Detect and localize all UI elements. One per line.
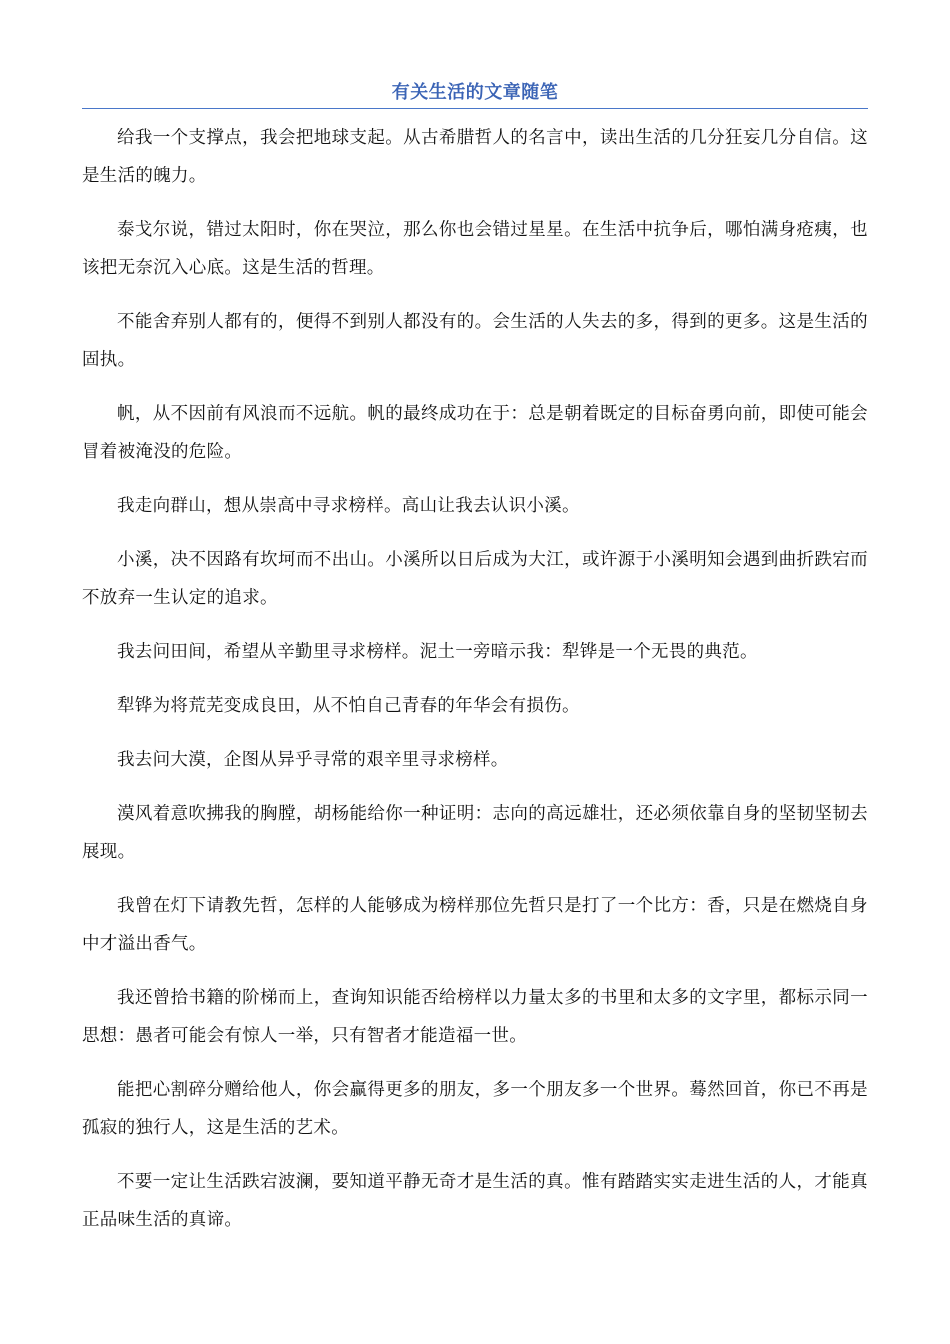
paragraph: 我还曾拾书籍的阶梯而上，查询知识能否给榜样以力量太多的书里和太多的文字里，都标示同一思想：愚者可能会有惊人一举，只有智者才能造福一世。 (82, 988, 868, 1046)
paragraph: 不要一定让生活跌宕波澜，要知道平静无奇才是生活的真。惟有踏踏实实走进生活的人，才能真正品味生活的真谛。 (82, 1172, 868, 1230)
document-page (82, 78, 868, 1255)
paragraph: 犁铧为将荒芜变成良田，从不怕自己青春的年华会有损伤。 (117, 696, 580, 716)
paragraph: 我曾在灯下请教先哲，怎样的人能够成为榜样那位先哲只是打了一个比方：香，只是在燃烧自身中才溢出香气。 (82, 896, 868, 954)
document-title: 有关生活的文章随笔 (391, 82, 559, 103)
title-underline (82, 108, 868, 109)
paragraph: 我去问大漠，企图从异乎寻常的艰辛里寻求榜样。 (117, 750, 509, 770)
paragraph: 能把心割碎分赠给他人，你会赢得更多的朋友，多一个朋友多一个世界。蓦然回首，你已不再是孤寂的独行人，这是生活的艺术。 (82, 1080, 868, 1138)
paragraph: 给我一个支撑点，我会把地球支起。从古希腊哲人的名言中，读出生活的几分狂妄几分自信。这是生活的魄力。 (82, 128, 868, 186)
paragraph: 不能舍弃别人都有的，便得不到别人都没有的。会生活的人失去的多，得到的更多。这是生活的固执。 (82, 312, 868, 370)
paragraph: 泰戈尔说，错过太阳时，你在哭泣，那么你也会错过星星。在生活中抗争后，哪怕满身疮痍，也该把无奈沉入心底。这是生活的哲理。 (82, 220, 868, 278)
paragraph: 帆，从不因前有风浪而不远航。帆的最终成功在于：总是朝着既定的目标奋勇向前，即使可能会冒着被淹没的危险。 (82, 404, 868, 462)
paragraph: 我去问田间，希望从辛勤里寻求榜样。泥土一旁暗示我：犁铧是一个无畏的典范。 (117, 642, 758, 662)
document-body (82, 119, 868, 1239)
paragraph: 漠风着意吹拂我的胸膛，胡杨能给你一种证明：志向的高远雄壮，还必须依靠自身的坚韧坚韧去展现。 (82, 804, 868, 862)
paragraph: 小溪，决不因路有坎坷而不出山。小溪所以日后成为大江，或许源于小溪明知会遇到曲折跌宕而不放弃一生认定的追求。 (82, 550, 868, 608)
paragraph: 我走向群山，想从崇高中寻求榜样。高山让我去认识小溪。 (117, 496, 580, 516)
